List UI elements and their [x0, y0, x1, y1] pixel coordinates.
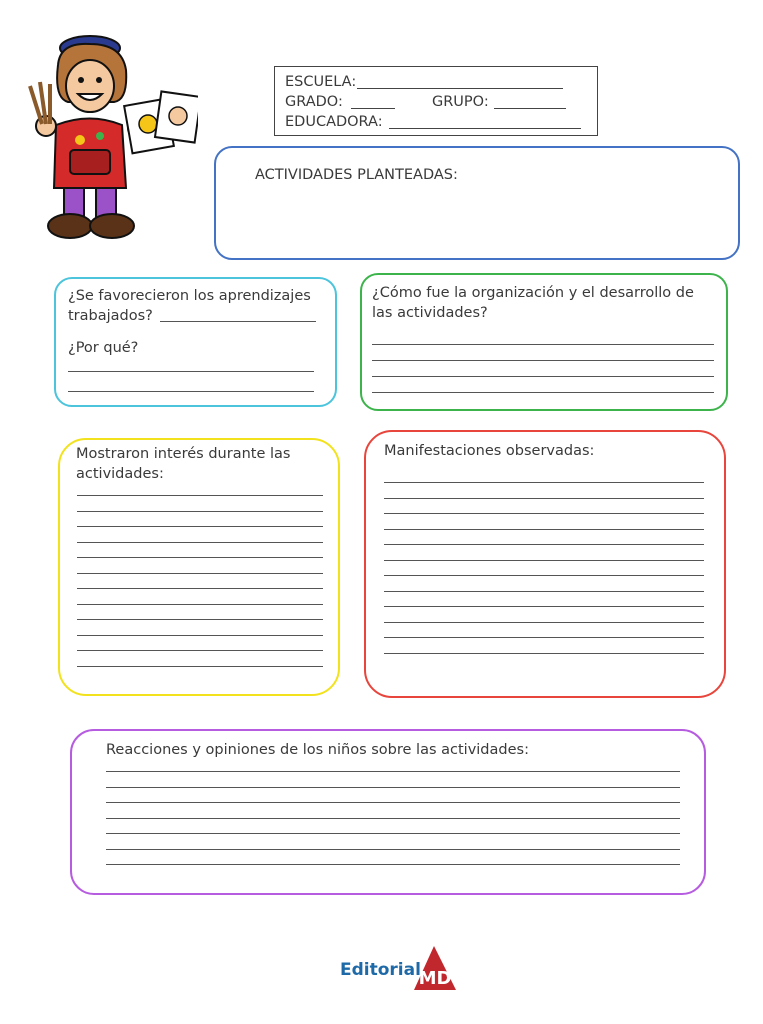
por-que-line-1[interactable]: [68, 371, 314, 372]
interes-line[interactable]: [77, 666, 323, 667]
manifestaciones-line[interactable]: [384, 529, 704, 530]
interes-title-2: actividades:: [76, 466, 164, 482]
interes-line[interactable]: [77, 557, 323, 558]
interes-line[interactable]: [77, 542, 323, 543]
aprendizajes-question-2: trabajados?: [68, 308, 153, 324]
reacciones-line[interactable]: [106, 833, 680, 834]
interes-title-1: Mostraron interés durante las: [76, 446, 291, 462]
grupo-field[interactable]: [494, 108, 566, 109]
interes-line[interactable]: [77, 511, 323, 512]
organizacion-line[interactable]: [372, 376, 714, 377]
interes-line[interactable]: [77, 604, 323, 605]
por-que-label: ¿Por qué?: [68, 340, 139, 356]
manifestaciones-line[interactable]: [384, 560, 704, 561]
aprendizajes-question-1: ¿Se favorecieron los aprendizajes: [68, 288, 311, 304]
grupo-label: GRUPO:: [432, 94, 489, 110]
educadora-field[interactable]: [389, 128, 581, 129]
manifestaciones-title: Manifestaciones observadas:: [384, 443, 595, 459]
actividades-planteadas-title: ACTIVIDADES PLANTEADAS:: [255, 167, 458, 183]
manifestaciones-line[interactable]: [384, 544, 704, 545]
grado-field[interactable]: [351, 108, 395, 109]
reacciones-line[interactable]: [106, 802, 680, 803]
logo-md-mark: [410, 944, 458, 994]
interes-line[interactable]: [77, 635, 323, 636]
logo-word: Editorial: [340, 960, 421, 980]
interes-line[interactable]: [77, 588, 323, 589]
organizacion-line[interactable]: [372, 360, 714, 361]
por-que-line-2[interactable]: [68, 391, 314, 392]
reacciones-line[interactable]: [106, 849, 680, 850]
manifestaciones-box[interactable]: [364, 430, 726, 698]
organizacion-question-1: ¿Cómo fue la organización y el desarrollo de: [372, 285, 694, 301]
actividades-planteadas-box[interactable]: [214, 146, 740, 260]
organizacion-question-2: las actividades?: [372, 305, 488, 321]
manifestaciones-line[interactable]: [384, 498, 704, 499]
manifestaciones-line[interactable]: [384, 575, 704, 576]
manifestaciones-line[interactable]: [384, 591, 704, 592]
escuela-label: ESCUELA:: [285, 74, 357, 90]
organizacion-line[interactable]: [372, 392, 714, 393]
interes-line[interactable]: [77, 495, 323, 496]
grado-label: GRADO:: [285, 94, 343, 110]
interes-line[interactable]: [77, 650, 323, 651]
interes-line[interactable]: [77, 619, 323, 620]
child-painter-illustration: [18, 30, 198, 250]
manifestaciones-line[interactable]: [384, 513, 704, 514]
organizacion-line[interactable]: [372, 344, 714, 345]
interes-line[interactable]: [77, 526, 323, 527]
manifestaciones-line[interactable]: [384, 637, 704, 638]
reacciones-line[interactable]: [106, 787, 680, 788]
reacciones-line[interactable]: [106, 864, 680, 865]
escuela-field[interactable]: [357, 88, 563, 89]
manifestaciones-line[interactable]: [384, 653, 704, 654]
manifestaciones-line[interactable]: [384, 606, 704, 607]
reacciones-title: Reacciones y opiniones de los niños sobre las actividades:: [106, 742, 529, 758]
reacciones-line[interactable]: [106, 818, 680, 819]
aprendizajes-answer-line[interactable]: [160, 321, 316, 322]
manifestaciones-line[interactable]: [384, 622, 704, 623]
editorial-md-logo: [340, 944, 458, 994]
reacciones-line[interactable]: [106, 771, 680, 772]
svg-text:MD: MD: [418, 968, 452, 989]
manifestaciones-line[interactable]: [384, 482, 704, 483]
interes-line[interactable]: [77, 573, 323, 574]
educadora-label: EDUCADORA:: [285, 114, 383, 130]
